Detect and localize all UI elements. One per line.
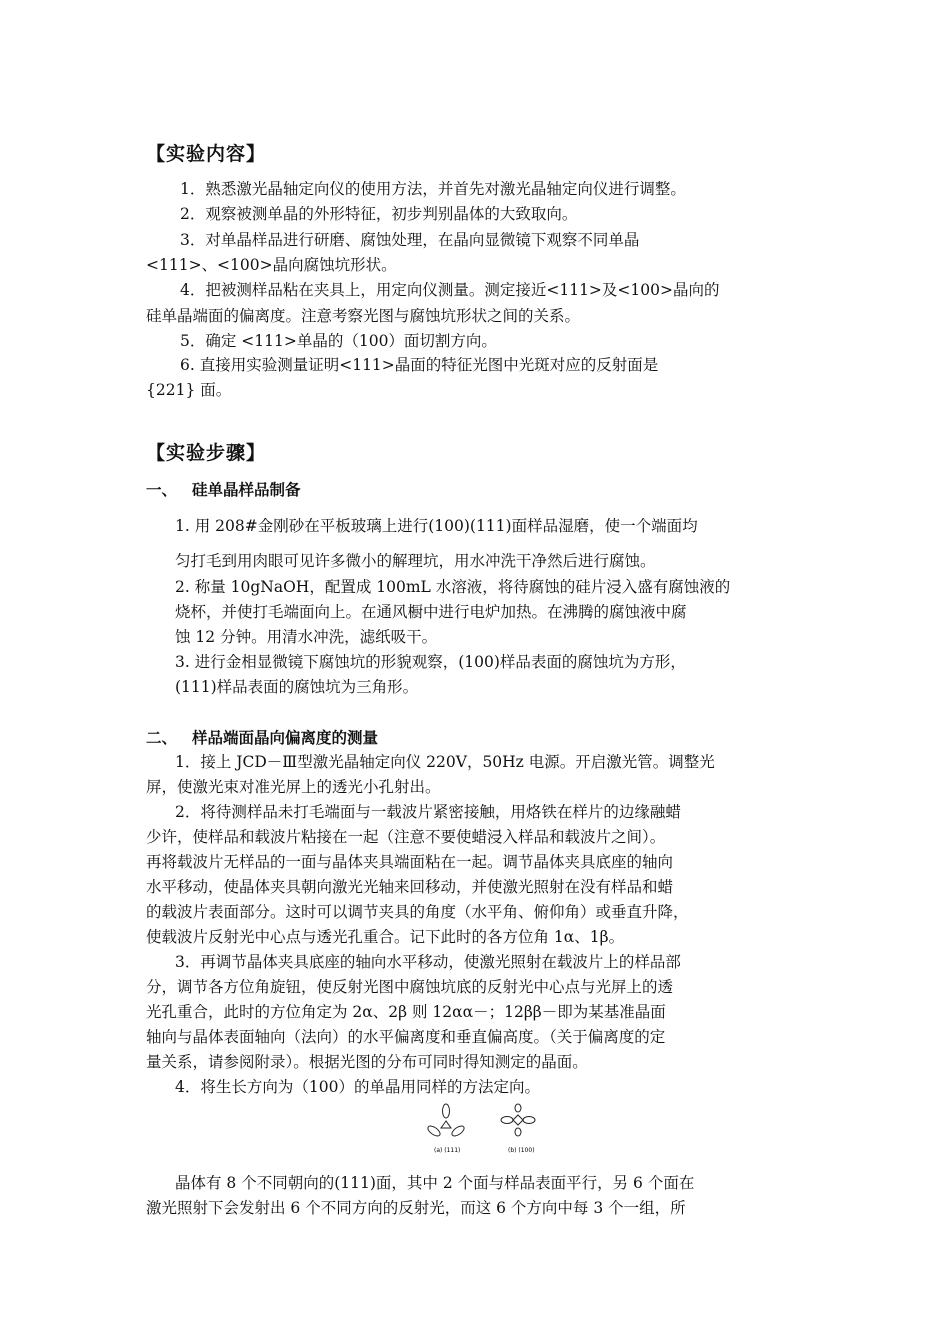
section-heading-content: 【实验内容】 bbox=[146, 143, 267, 165]
measure-step-3-cont2: 光孔重合，此时的方位角定为 2α、2β 则 12αα－；12ββ－即为某基准晶面 bbox=[146, 1003, 666, 1021]
figure-caption-a: (a) (111) bbox=[434, 1147, 461, 1154]
closing-paragraph-line-1: 晶体有 8 个不同朝向的(111)面，其中 2 个面与样品表面平行，另 6 个面在 bbox=[175, 1174, 695, 1192]
measure-step-3: 3．再调节晶体夹具底座的轴向水平移动，使激光照射在载波片上的样品部 bbox=[175, 953, 681, 971]
prep-step-3: 3. 进行金相显微镜下腐蚀坑的形貌观察，(100)样品表面的腐蚀坑为方形， bbox=[175, 653, 686, 671]
measure-step-1-cont: 屏，使激光束对准光屏上的透光小孔射出。 bbox=[146, 778, 441, 796]
measure-step-1: 1．接上 JCD－Ⅲ型激光晶轴定向仪 220V，50Hz 电源。开启激光管。调整光 bbox=[175, 753, 715, 771]
content-item-3-cont: <111>、<100>晶向腐蚀坑形状。 bbox=[146, 256, 397, 274]
content-item-3: 3．对单晶样品进行研磨、腐蚀处理，在晶向显微镜下观察不同单晶 bbox=[180, 231, 640, 249]
content-item-5: 5．确定 <111>单晶的（100）面切割方向。 bbox=[180, 332, 497, 350]
prep-step-2: 2. 称量 10gNaOH，配置成 100mL 水溶液，将待腐蚀的硅片浸入盛有腐蚀液的 bbox=[175, 578, 731, 596]
measure-step-2-cont2: 再将载波片无样品的一面与晶体夹具端面粘在一起。调节晶体夹具底座的轴向 bbox=[146, 853, 674, 871]
measure-step-2-cont: 少许，使样品和载波片粘接在一起（注意不要使蜡浸入样品和载波片之间）。 bbox=[146, 828, 666, 846]
content-item-4-cont: 硅单晶端面的偏离度。注意考察光图与腐蚀坑形状之间的关系。 bbox=[146, 307, 581, 325]
prep-step-2-cont: 烧杯，并使打毛端面向上。在通风橱中进行电炉加热。在沸腾的腐蚀液中腐 bbox=[175, 603, 687, 621]
measure-step-2-cont3: 水平移动，使晶体夹具朝向激光光轴来回移动，并使激光照射在没有样品和蜡 bbox=[146, 878, 674, 896]
subsection-title: 样品端面晶向偏离度的测量 bbox=[192, 729, 379, 747]
content-item-2: 2．观察被测单晶的外形特征，初步判别晶体的大致取向。 bbox=[180, 205, 578, 223]
subsection-number: 一、 bbox=[146, 481, 178, 499]
measure-step-2-cont5: 使载波片反射光中心点与透光孔重合。记下此时的各方位角 1α、1β。 bbox=[146, 928, 625, 946]
subsection-heading-2 bbox=[146, 726, 378, 748]
content-item-4: 4．把被测样品粘在夹具上，用定向仪测量。测定接近<111>及<100>晶向的 bbox=[180, 281, 720, 299]
prep-step-1: 1. 用 208#金刚砂在平板玻璃上进行(100)(111)面样品湿磨，使一个端面均 bbox=[175, 517, 698, 535]
subsection-heading-1 bbox=[146, 478, 301, 500]
content-item-6-cont: {221} 面。 bbox=[146, 381, 232, 399]
pattern-100-diagram bbox=[501, 1104, 535, 1136]
content-item-1: 1．熟悉激光晶轴定向仪的使用方法，并首先对激光晶轴定向仪进行调整。 bbox=[180, 180, 686, 198]
measure-step-3-cont: 分，调节各方位角旋钮，使反射光图中腐蚀坑底的反射光中心点与光屏上的透 bbox=[146, 978, 674, 996]
figure-caption-b: (b) (100) bbox=[508, 1147, 535, 1154]
measure-step-4: 4．将生长方向为（100）的单晶用同样的方法定向。 bbox=[175, 1078, 540, 1096]
section-heading-steps: 【实验步骤】 bbox=[146, 442, 267, 464]
measure-step-2: 2．将待测样品未打毛端面与一载波片紧密接触，用烙铁在样片的边缘融蜡 bbox=[175, 803, 681, 821]
measure-step-3-cont3: 轴向与晶体表面轴向（法向）的水平偏离度和垂直偏高度。（关于偏离度的定 bbox=[146, 1028, 666, 1046]
prep-step-2-cont2: 蚀 12 分钟。用清水冲洗，滤纸吸干。 bbox=[175, 628, 438, 646]
subsection-title: 硅单晶样品制备 bbox=[192, 481, 301, 499]
measure-step-2-cont4: 的载波片表面部分。这时可以调节夹具的角度（水平角、俯仰角）或垂直升降， bbox=[146, 903, 689, 921]
reflection-pattern-figure bbox=[418, 1099, 568, 1159]
pattern-111-diagram bbox=[426, 1104, 465, 1138]
prep-step-1-cont: 匀打毛到用肉眼可见许多微小的解理坑，用水冲洗干净然后进行腐蚀。 bbox=[175, 552, 656, 570]
prep-step-3-cont: (111)样品表面的腐蚀坑为三角形。 bbox=[175, 678, 419, 696]
measure-step-3-cont4: 量关系，请参阅附录）。根据光图的分布可同时得知测定的晶面。 bbox=[146, 1053, 588, 1071]
subsection-number: 二、 bbox=[146, 729, 178, 747]
closing-paragraph-line-2: 激光照射下会发射出 6 个不同方向的反射光，而这 6 个方向中每 3 个一组，所 bbox=[146, 1199, 686, 1217]
content-item-6: 6. 直接用实验测量证明<111>晶面的特征光图中光斑对应的反射面是 bbox=[180, 356, 659, 374]
